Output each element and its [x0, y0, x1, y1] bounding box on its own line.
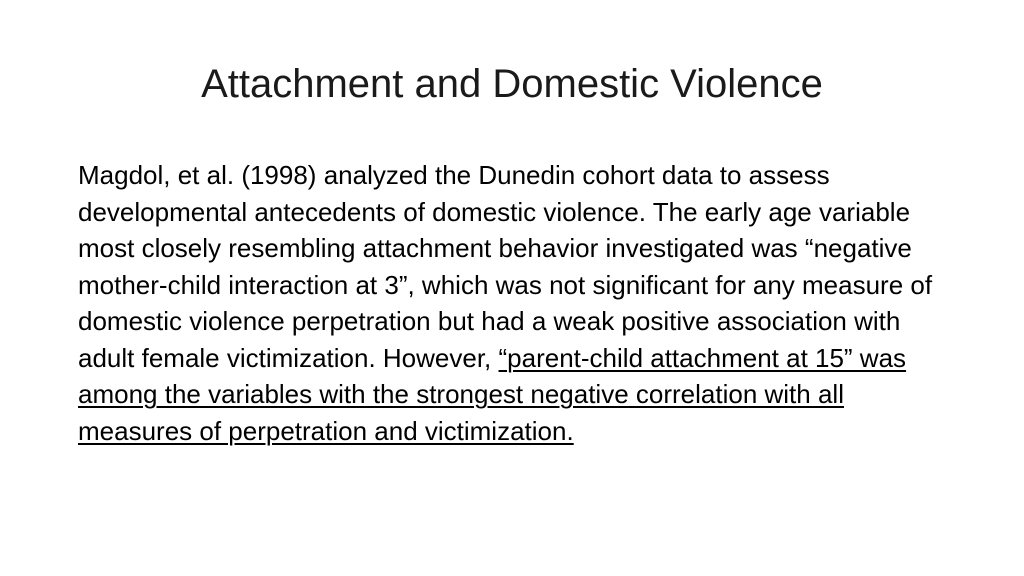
body-plain-text: Magdol, et al. (1998) analyzed the Dunedin cohort data to assess developmental antecedents of domestic violence. The early age variable most closely resembling attachment behavior investigated was “negative mother-child interaction at 3”, which was not significant for any measure of domestic violence perpetration but had a weak positive association with adult female victimization. However,: [78, 160, 933, 373]
body-underlined-text: “parent-child attachment at 15” was among the variables with the strongest negative correlation with all measures of perpetration and victimization.: [78, 342, 907, 446]
slide-body-text: [78, 157, 958, 449]
slide-title: Attachment and Domestic Violence: [201, 62, 823, 106]
